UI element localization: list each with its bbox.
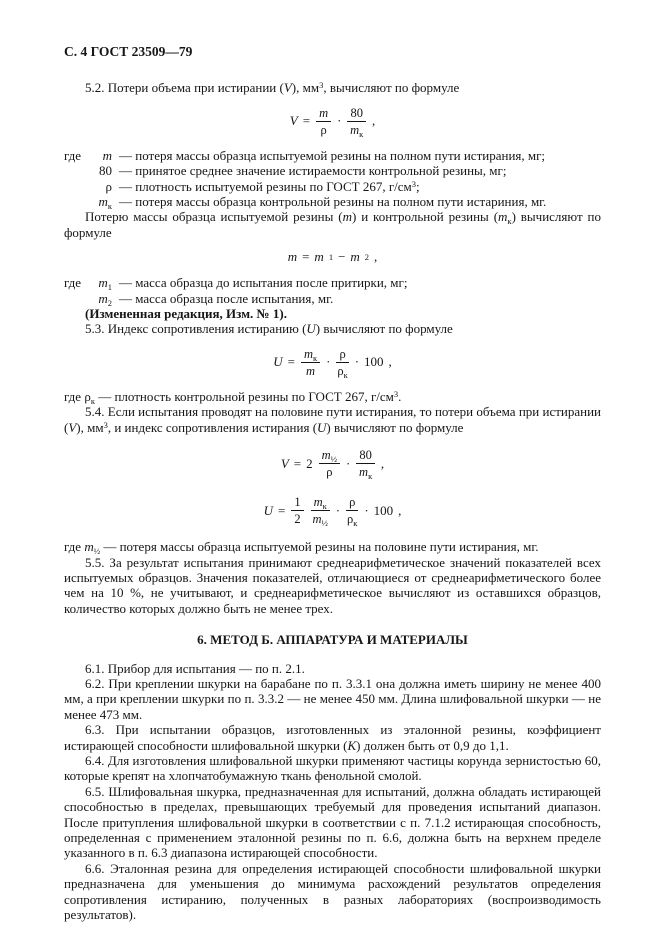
definition-text: — плотность испытуемой резины по ГОСТ 267, $г/см^3$; — [119, 178, 420, 194]
definition-term: где $m_1$ — [64, 275, 112, 293]
para-5-4: 5.4. Если испытания проводят на половине пути истирания, то потери объема при истирании (V), $мм^3$, и индекс сопротивления истирания (U) вычисляют по формуле — [64, 404, 601, 435]
definition-term: $m_2$ — [98, 290, 112, 308]
para-mass-loss: Потерю массы образца испытуемой резины (m) и контрольной резины $(m_к)$ вычисляют по формуле — [64, 209, 601, 240]
definition-term: где m — [64, 147, 112, 163]
definition-row — [64, 275, 601, 293]
para-5-3: 5.3. Индекс сопротивления истиранию (U) вычисляют по формуле — [85, 321, 453, 337]
definition-row — [64, 291, 601, 306]
definition-term: $m_к$ — [98, 194, 112, 212]
formula-5-4-index-half: U = $\frac{1}{2}$ $\frac{m_к}{m_{\frac{1}{2}}}$ · $\frac{\rho}{\rho_к}$ · 100 , — [263, 495, 402, 529]
para-5-5: 5.5. За результат испытания принимают среднеарифметическое значений показателей всех испытуемых образцов. Значения показателей, отличающиеся от среднеарифметического более чем на 10 %, не учитывают, и среднеарифметическое вычисляют из оставшихся образцов, количество которых должно быть не менее трех. — [64, 554, 601, 616]
definition-term: 80 — [99, 163, 112, 179]
para-amended-note: (Измененная редакция, Изм. № 1). — [85, 306, 287, 322]
definition-text: — потеря массы образца контрольной резины на полном пути истариния, мг. — [119, 194, 547, 210]
definition-row — [64, 194, 601, 212]
definition-text: — потеря массы образца испытуемой резины на полном пути истирания, мг; — [119, 147, 546, 163]
formula-mass-difference: m = m 1 − m 2 , — [287, 249, 378, 265]
para-6-5: 6.5. Шлифовальная шкурка, предназначенная для испытаний, должна обладать истирающей способностью в пределах, превышающих требуемый для проведения испытаний диапазон. После притупления шлифовальной шкурки в соответствии с п. 7.1.2 истирающая способность, определенная с применением эталонной резины по п. 6.6, должна быть на верхнем пределе указанного в п. 6.3 диапазона истирающей способности. — [64, 783, 601, 861]
section-6-heading: 6. МЕТОД Б. АППАРАТУРА И МАТЕРИАЛЫ — [197, 632, 468, 648]
formula-5-2-volume-loss: V = $\frac{m}{\rho}$ · $\frac{80}{m_к}$ , — [289, 105, 376, 139]
para-6-6: 6.6. Эталонная резина для определения истирающей способности шлифовальной шкурки предназначена для уменьшения до минимума расхождений результатов определения сопротивления истиранию, полученных в разных лабораториях (воспроизводимость результатов). — [64, 860, 601, 923]
para-5-2: 5.2. Потери объема при истирании (V), $мм^3$, вычисляют по формуле — [85, 80, 460, 96]
para-6-2: 6.2. При креплении шкурки на барабане по п. 3.3.1 она должна иметь ширину не менее 400 мм, а при креплении шкурки по п. 3.3.2 — не менее 450 мм. Длина шлифовальной шкурки — не менее 473 мм. — [64, 675, 601, 722]
definition-text: — масса образца до испытания после притирки, мг; — [119, 275, 408, 291]
formula-5-3-abrasion-index: U = $\frac{m_к}{m}$ · $\frac{\rho}{\rho_к}$ · 100 , — [273, 346, 392, 380]
formula-5-4-volume-loss-half: V = 2 $\frac{m_{\frac{1}{2}}}{\rho}$ · $\frac{80}{m_к}$ , — [280, 448, 385, 482]
para-6-4: 6.4. Для изготовления шлифовальной шкурки применяют частицы корунда зернистостью 60, которые крепят на хлопчатобумажную ткань фенольной смолой. — [64, 752, 601, 784]
page-header: С. 4 ГОСТ 23509—79 — [64, 44, 193, 59]
definitions-block-mass — [64, 275, 601, 306]
para-6-3: 6.3. При испытании образцов, изготовленных из эталонной резины, коэффициент истирающей способности шлифовальной шкурки (К) должен быть от 0,9 до 1,1. — [64, 722, 601, 753]
para-6-1: 6.1. Прибор для испытания — по п. 2.1. — [85, 660, 305, 676]
definition-m-half: где $m_{\frac{1}{2}}$ — потеря массы образца испытуемой резины на половине пути истирания, мг. — [64, 539, 539, 557]
definition-rho-k: где $\rho_к$ — плотность контрольной резины по ГОСТ 267, $г/см^3$. — [64, 388, 402, 406]
definition-text: — принятое среднее значение истираемости контрольной резины, мг; — [119, 163, 507, 179]
definition-row — [64, 148, 601, 163]
definition-text: — масса образца после испытания, мг. — [119, 290, 334, 306]
definition-row — [64, 163, 601, 178]
definition-term: ρ — [105, 178, 112, 194]
definition-row — [64, 179, 601, 194]
definitions-block-5-2 — [64, 148, 601, 210]
